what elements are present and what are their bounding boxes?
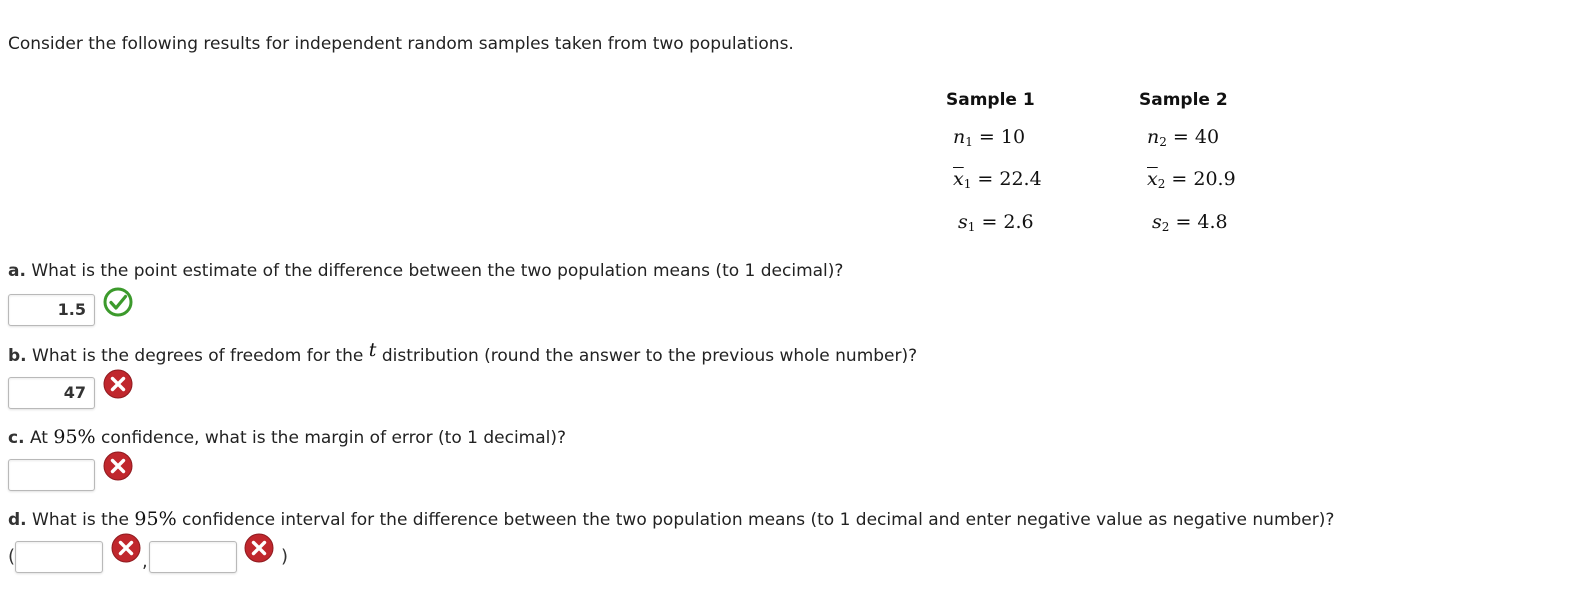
correct-check-icon (103, 287, 133, 317)
sample1-sd-value: 2.6 (1003, 211, 1034, 233)
sample2-n: $n_2 = 40$ (1147, 126, 1220, 149)
question-d-text-after: confidence interval for the difference between the two population means (to 1 decimal and enter negative value as negative number)? (182, 510, 1335, 530)
sample2-mean: $\overline{x}_2 = 20.9$ (1147, 168, 1236, 191)
question-a (8, 261, 843, 281)
sample2-header: Sample 2 (1139, 90, 1228, 110)
incorrect-x-icon (244, 533, 274, 563)
question-d-text-before: What is the (32, 510, 129, 530)
sample2-mean-value: 20.9 (1193, 168, 1236, 190)
sample2-sd: $s_2 = 4.8$ (1152, 211, 1228, 234)
interval-upper-input[interactable] (149, 541, 237, 573)
interval-open-paren: ( (8, 546, 16, 567)
question-b (8, 339, 918, 366)
answer-b-input[interactable]: 47 (8, 377, 95, 409)
question-c (8, 426, 566, 448)
sample1-mean-value: 22.4 (999, 168, 1042, 190)
question-a-label: a. (8, 261, 26, 281)
incorrect-x-icon (103, 369, 133, 399)
t-symbol: t (368, 339, 377, 361)
sample2-sd-value: 4.8 (1197, 211, 1228, 233)
sample1-sd: $s_1 = 2.6$ (958, 211, 1034, 234)
question-b-math-t (369, 339, 377, 361)
question-b-text-after: distribution (round the answer to the previous whole number)? (381, 346, 918, 366)
sample2-n-value: 40 (1194, 126, 1220, 148)
answer-a-input[interactable]: 1.5 (8, 294, 95, 326)
answer-c-input[interactable] (8, 459, 95, 491)
question-d-math-percent: 95% (134, 508, 177, 530)
question-c-math-percent: 95% (53, 426, 96, 448)
incorrect-x-icon (103, 451, 133, 481)
question-c-text-after: confidence, what is the margin of error (to 1 decimal)? (101, 428, 567, 448)
sample1-n: $n_1 = 10$ (953, 126, 1026, 149)
interval-lower-input[interactable] (15, 541, 103, 573)
question-b-text-before: What is the degrees of freedom for the (32, 346, 364, 366)
sample1-n-value: 10 (1000, 126, 1026, 148)
question-b-label: b. (8, 346, 27, 366)
question-d (8, 508, 1334, 530)
sample1-mean: $\overline{x}_1 = 22.4$ (953, 168, 1042, 191)
interval-comma: , (142, 551, 148, 572)
incorrect-x-icon (111, 533, 141, 563)
question-d-label: d. (8, 510, 27, 530)
question-c-label: c. (8, 428, 25, 448)
problem-intro: Consider the following results for independent random samples taken from two populations. (8, 34, 794, 54)
question-c-text-before: At (29, 428, 48, 448)
interval-close-paren: ) (281, 546, 289, 567)
sample1-header: Sample 1 (946, 90, 1035, 110)
question-a-text: What is the point estimate of the difference between the two population means (to 1 decimal)? (31, 261, 844, 281)
